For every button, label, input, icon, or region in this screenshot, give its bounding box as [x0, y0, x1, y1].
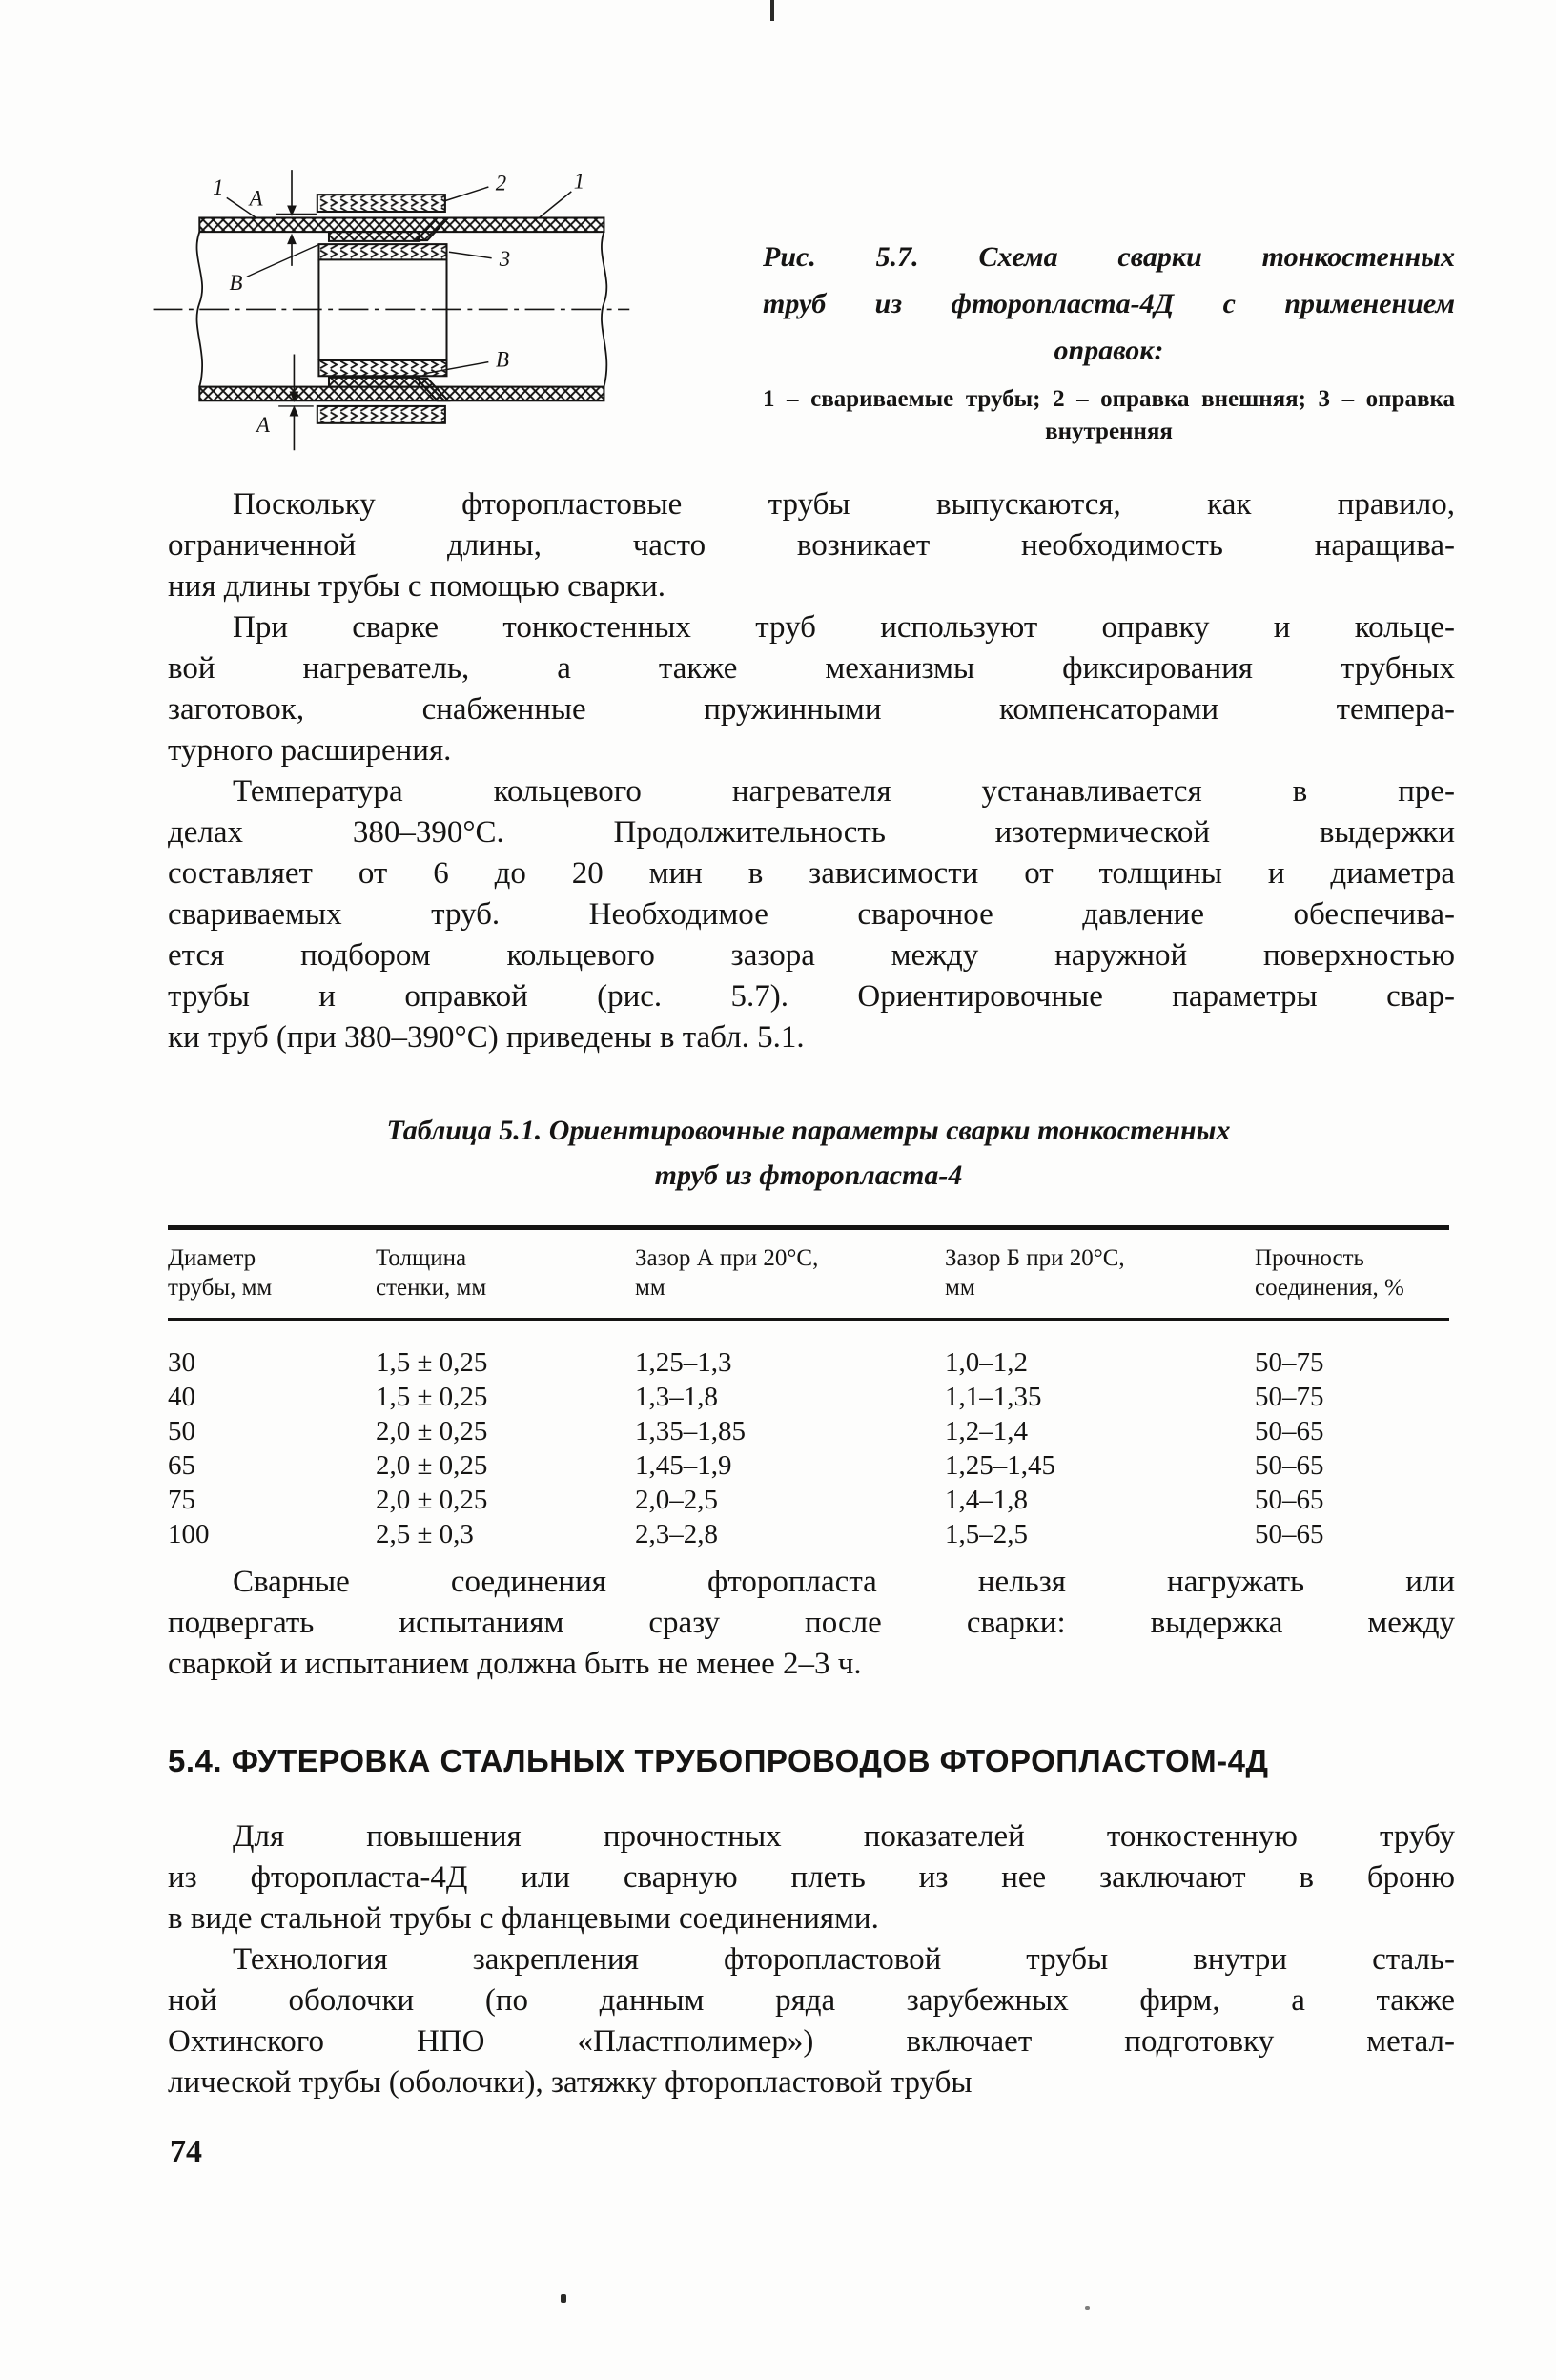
- paragraph: При сварке тонкостенных труб используют оправку и кольце- вой нагреватель, а также механизмы фиксирования трубных заготовок, снабженные пружинными компенсаторами темпера- турного расширения.: [168, 610, 1455, 768]
- pipe-break-right: [602, 232, 606, 387]
- section-heading: 5.4. ФУТЕРОВКА СТАЛЬНЫХ ТРУБОПРОВОДОВ ФТОРОПЛАСТОМ-4Д: [168, 1743, 1269, 1778]
- table-cell: 1,25–1,3: [635, 1347, 732, 1378]
- table-cell: 1,0–1,2: [945, 1347, 1028, 1378]
- table-column-header: Прочность соединения, %: [1255, 1245, 1404, 1301]
- page-number: 74: [170, 2134, 202, 2169]
- table-column-header: Толщина стенки, мм: [376, 1245, 487, 1301]
- dimension-a-bottom: [278, 355, 314, 451]
- table-cell: 2,0 ± 0,25: [376, 1416, 488, 1446]
- table-cell: 50–75: [1255, 1382, 1324, 1412]
- table-header-row: [168, 1230, 1449, 1318]
- pipe-left-label: 1: [213, 175, 224, 200]
- table-cell: 2,0 ± 0,25: [376, 1485, 488, 1515]
- table-cell: 1,25–1,45: [945, 1450, 1055, 1481]
- table-column-header: Зазор А при 20°С, мм: [635, 1245, 819, 1301]
- table-cell: 1,5 ± 0,25: [376, 1382, 488, 1412]
- table-cell: 1,2–1,4: [945, 1416, 1028, 1446]
- body-text-top: [168, 484, 1455, 1058]
- table-cell: 1,5–2,5: [945, 1519, 1028, 1549]
- table-cell: 65: [168, 1450, 195, 1481]
- table-cell: 1,35–1,85: [635, 1416, 746, 1446]
- table-column-header: Зазор Б при 20°С, мм: [945, 1245, 1125, 1301]
- table-cell: 50–65: [1255, 1450, 1324, 1481]
- table-cell: 1,1–1,35: [945, 1382, 1042, 1412]
- table-cell: 1,45–1,9: [635, 1450, 732, 1481]
- table-caption: Таблица 5.1. Ориентировочные параметры сварки тонкостенных труб из фторопласта-4: [386, 1115, 1231, 1191]
- table-cell: 50–65: [1255, 1519, 1324, 1549]
- pipe-top: [199, 218, 604, 241]
- gap-a-bottom-label: А: [256, 412, 270, 437]
- paragraph: Сварные соединения фторопласта нельзя нагружать или подвергать испытаниям сразу после сварки: выдержка между сваркой и испытанием должна быть не менее 2–3 ч.: [168, 1565, 1455, 1681]
- figure-caption: Рис. 5.7. Схема сварки тонкостенных труб из фторопласта-4Д с применением оправок:: [763, 241, 1455, 366]
- paragraph: Технология закрепления фторопластовой трубы внутри сталь- ной оболочки (по данным ряда зарубежных фирм, а также Охтинского НПО «Пластполимер») включает подготовку метал- лической трубы (оболочки), затяжку фторопластовой трубы: [168, 1942, 1455, 2100]
- table-cell: 1,4–1,8: [945, 1485, 1028, 1515]
- pipe-right-label: 1: [573, 169, 585, 194]
- paragraph: Поскольку фторопластовые трубы выпускаются, как правило, ограниченной длины, часто возникает необходимость наращива- ния длины трубы с помощью сварки.: [168, 487, 1455, 604]
- table-cell: 2,3–2,8: [635, 1519, 718, 1549]
- scan-artifact: [1085, 2306, 1090, 2310]
- figure-legend: 1 – свариваемые трубы; 2 – оправка внешняя; 3 – оправка внутренняя: [763, 386, 1455, 444]
- outer-mandrel-label: 2: [495, 171, 507, 195]
- leader-outer-mandrel: [445, 187, 489, 201]
- paragraph: Для повышения прочностных показателей тонкостенную трубу из фторопласта-4Д или сварную плеть из нее заключают в броню в виде стальной трубы с фланцевыми соединениями.: [168, 1819, 1455, 1936]
- table-cell: 50–65: [1255, 1416, 1324, 1446]
- table-cell: 75: [168, 1485, 195, 1515]
- params-table: [168, 1225, 1449, 1551]
- table-column-header: Диаметр трубы, мм: [168, 1245, 273, 1301]
- table-cell: 30: [168, 1347, 195, 1378]
- table-cell: 1,3–1,8: [635, 1382, 718, 1412]
- inner-mandrel-label: 3: [499, 246, 511, 271]
- table-cell: 50–65: [1255, 1485, 1324, 1515]
- leader-inner-mandrel: [449, 252, 492, 258]
- pipe-bottom: [199, 378, 604, 400]
- table-cell: 50: [168, 1416, 195, 1446]
- gap-a-top-label: А: [249, 186, 263, 211]
- body-text-mid: [168, 1562, 1455, 1685]
- table-body: [168, 1321, 1449, 1551]
- scan-artifact: [561, 2294, 566, 2303]
- table-cell: 100: [168, 1519, 210, 1549]
- table-cell: 2,5 ± 0,3: [376, 1519, 474, 1549]
- welding-scheme-diagram: [143, 76, 763, 496]
- gap-b-bottom-label: В: [496, 347, 509, 372]
- table-cell: 1,5 ± 0,25: [376, 1347, 488, 1378]
- table-cell: 50–75: [1255, 1347, 1324, 1378]
- table-cell: 2,0 ± 0,25: [376, 1450, 488, 1481]
- body-text-bottom: [168, 1816, 1455, 2103]
- paragraph: Температура кольцевого нагревателя устанавливается в пре- делах 380–390°С. Продолжительность изотермической выдержки составляет от 6 до 20 мин в зависимости от толщины и диаметра свариваемых труб. Необходимое сварочное давление обеспечива- ется подбором кольцевого зазора между наружной поверхностью трубы и оправкой (рис. 5.7). Ориентировочные параметры свар- ки труб (при 380–390°С) приведены в табл. 5.1.: [168, 774, 1455, 1055]
- gap-b-top-label: В: [229, 271, 243, 296]
- table-cell: 2,0–2,5: [635, 1485, 718, 1515]
- leader-gap-b-top: [247, 244, 319, 277]
- inner-mandrel: [318, 244, 446, 376]
- leader-pipe-right: [539, 192, 571, 218]
- scan-artifact: [770, 0, 774, 21]
- table-cell: 40: [168, 1382, 195, 1412]
